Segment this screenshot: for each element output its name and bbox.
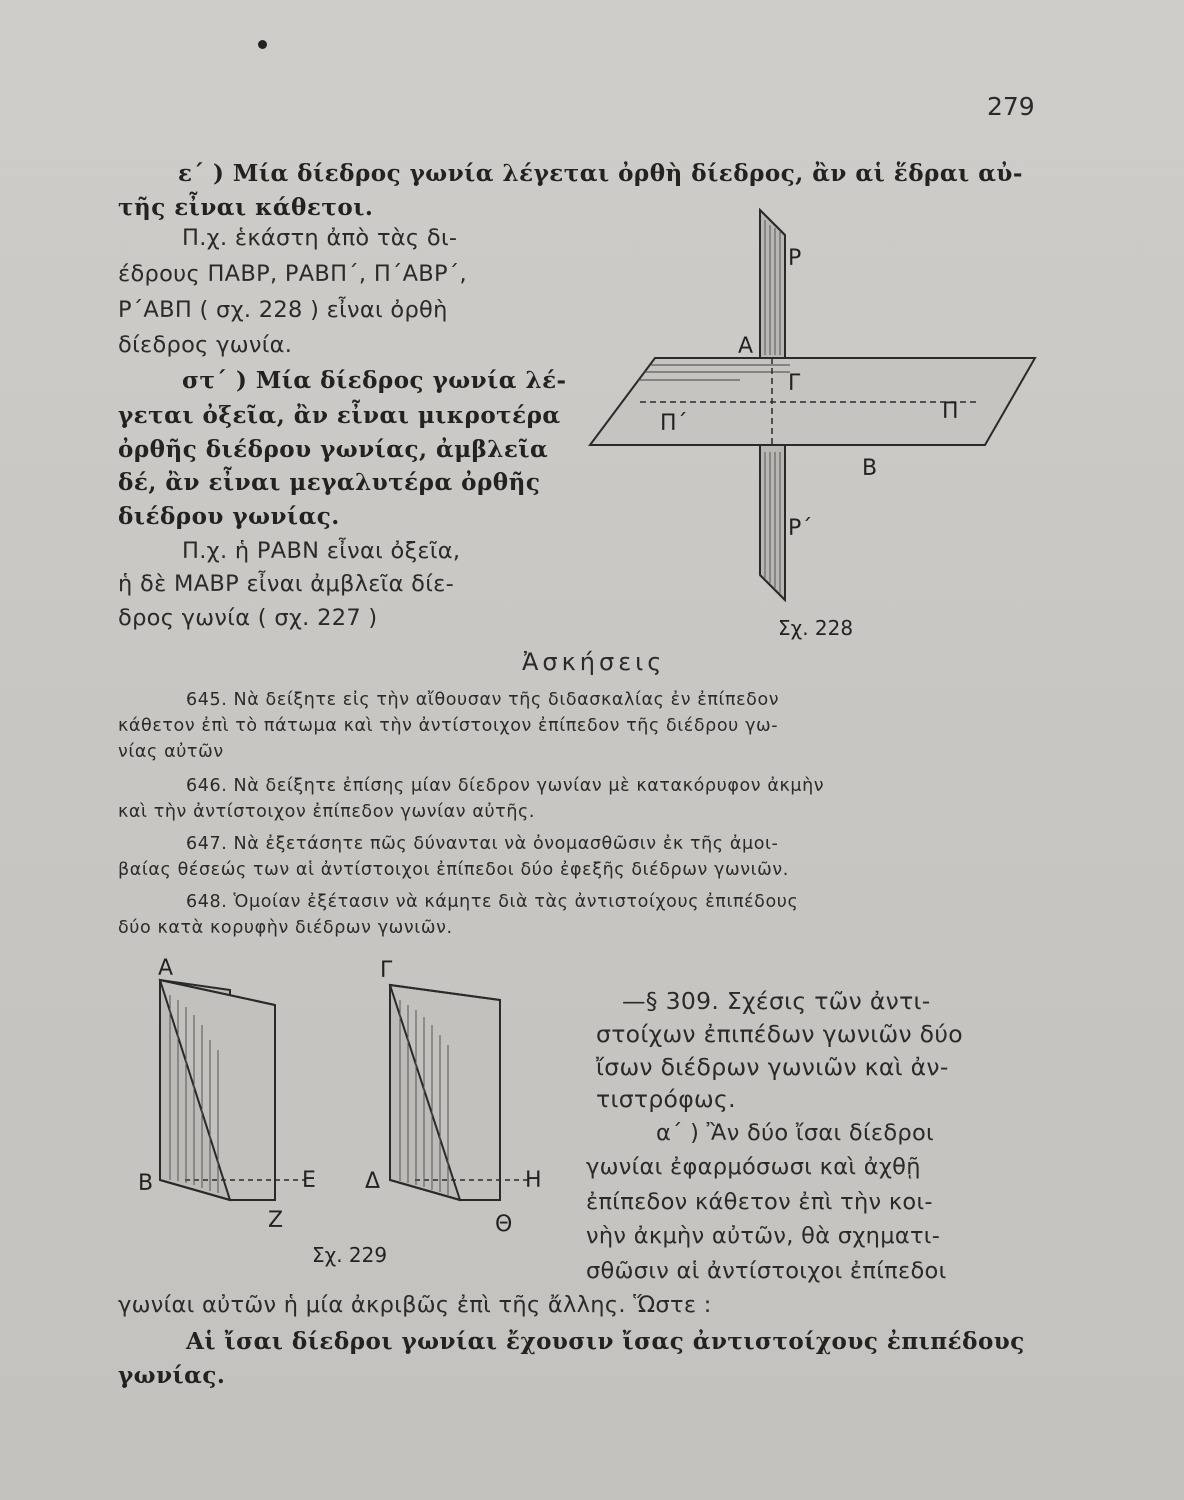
page-number: 279 [987, 92, 1035, 121]
def-e-example-1: Π.χ. ἑκάστη ἀπὸ τὰς δι- [182, 225, 458, 251]
section-309-para-2: γωνίαι ἐφαρμόσωσι καὶ ἀχθῇ [586, 1154, 921, 1180]
def-st-example-3: δρος γωνία ( σχ. 227 ) [118, 605, 378, 631]
exercise-646-line-2: καὶ τὴν ἀντίστοιχον ἐπίπεδον γωνίαν αὐτῆς. [118, 802, 536, 822]
exercise-647-line-1: 647. Νὰ ἐξετάσητε πῶς δύνανται νὰ ὀνομασθῶσιν ἐκ τῆς ἀμοι- [186, 834, 779, 854]
theorem-line-1: Αἱ ἴσαι δίεδροι γωνίαι ἔχουσιν ἴσας ἀντιστοίχους ἐπιπέδους [186, 1328, 1025, 1355]
def-st-line-3: ὀρθῆς διέδρου γωνίας, ἀμβλεῖα [118, 436, 549, 463]
def-st-example-2: ἡ δὲ ΜΑΒΡ εἶναι ἀμβλεῖα δίε- [118, 571, 455, 597]
section-309-title-2: στοίχων ἐπιπέδων γωνιῶν δύο [596, 1020, 963, 1048]
fig228-label-a: Α [738, 334, 754, 359]
section-309-para-1: α΄ ) Ἂν δύο ἴσαι δίεδροι [656, 1120, 934, 1146]
fig228-label-p-bottom: Ρ΄ [788, 516, 813, 541]
exercise-646-line-1: 646. Νὰ δείξητε ἐπίσης μίαν δίεδρον γωνίαν μὲ κατακόρυφον ἀκμὴν [186, 776, 825, 796]
def-e-example-4: δίεδρος γωνία. [118, 332, 293, 358]
fig228-label-b: Β [862, 456, 878, 481]
section-309-title-4: τιστρόφως. [596, 1085, 736, 1113]
exercise-645-line-2: κάθετον ἐπὶ τὸ πάτωμα καὶ τὴν ἀντίστοιχον ἐπίπεδον τῆς διέδρου γω- [118, 716, 779, 736]
def-e-line-2: τῆς εἶναι κάθετοι. [118, 194, 374, 221]
figure-229 [130, 955, 560, 1275]
def-e-example-3: Ρ΄ΑΒΠ ( σχ. 228 ) εἶναι ὀρθὴ [118, 297, 448, 323]
def-st-line-5: διέδρου γωνίας. [118, 503, 340, 530]
def-st-line-4: δέ, ἂν εἶναι μεγαλυτέρα ὀρθῆς [118, 469, 541, 496]
section-309-para-6: γωνίαι αὐτῶν ἡ μία ἀκριβῶς ἐπὶ τῆς ἄλλης. Ὥστε : [118, 1292, 712, 1318]
def-e-example-2: έδρους ΠΑΒΡ, ΡΑΒΠ΄, Π΄ΑΒΡ΄, [118, 261, 467, 287]
exercise-645-line-3: νίας αὐτῶν [118, 742, 224, 762]
fig228-label-p-left: Π΄ [660, 411, 688, 436]
ink-dot [258, 40, 267, 49]
fig228-caption: Σχ. 228 [778, 616, 854, 640]
fig229-label-d: Δ [365, 1169, 381, 1194]
exercise-648-line-2: δύο κατὰ κορυφὴν διέδρων γωνιῶν. [118, 918, 453, 938]
theorem-line-2: γωνίας. [118, 1362, 226, 1389]
exercises-heading: Ἀσκήσεις [522, 648, 666, 676]
section-309-para-3: ἐπίπεδον κάθετον ἐπὶ τὴν κοι- [586, 1189, 933, 1215]
def-st-line-2: γεται ὀξεῖα, ἂν εἶναι μικροτέρα [118, 402, 561, 429]
fig229-caption: Σχ. 229 [312, 1243, 388, 1267]
fig229-label-g: Γ [380, 958, 393, 983]
fig228-label-p-top: Ρ [788, 246, 802, 271]
fig229-label-h: Η [525, 1168, 542, 1193]
section-309-para-5: σθῶσιν αἱ ἀντίστοιχοι ἐπίπεδοι [586, 1258, 947, 1284]
exercise-648-line-1: 648. Ὁμοίαν ἐξέτασιν νὰ κάμητε διὰ τὰς ἀντιστοίχους ἐπιπέδους [186, 892, 799, 912]
fig229-label-b: Β [138, 1171, 154, 1196]
fig229-label-z: Ζ [268, 1208, 284, 1233]
exercise-647-line-2: βαίας θέσεώς των αἱ ἀντίστοιχοι ἐπίπεδοι δύο ἐφεξῆς διέδρων γωνιῶν. [118, 860, 789, 880]
section-309-para-4: νὴν ἀκμὴν αὐτῶν, θὰ σχηματι- [586, 1223, 941, 1249]
section-309-title-1: —§ 309. Σχέσις τῶν ἀντι- [622, 987, 931, 1015]
exercise-645-line-1: 645. Νὰ δείξητε εἰς τὴν αἴθουσαν τῆς διδασκαλίας ἐν ἐπίπεδον [186, 690, 780, 710]
fig229-label-th: Θ [495, 1212, 513, 1237]
fig228-label-p-right: Π [942, 399, 959, 424]
fig229-label-e: Ε [302, 1168, 316, 1193]
def-e-line-1: ε΄ ) Μία δίεδρος γωνία λέγεται ὀρθὴ δίεδρος, ἂν αἱ ἕδραι αὐ- [178, 160, 1023, 187]
fig229-label-a: Α [158, 956, 174, 981]
section-309-title-3: ἴσων διέδρων γωνιῶν καὶ ἀν- [596, 1053, 949, 1081]
figure-228 [580, 190, 1040, 650]
def-st-line-1: στ΄ ) Μία δίεδρος γωνία λέ- [182, 367, 567, 394]
def-st-example-1: Π.χ. ἡ ΡΑΒΝ εἶναι ὀξεῖα, [182, 538, 461, 564]
fig228-label-g: Γ [788, 371, 801, 396]
